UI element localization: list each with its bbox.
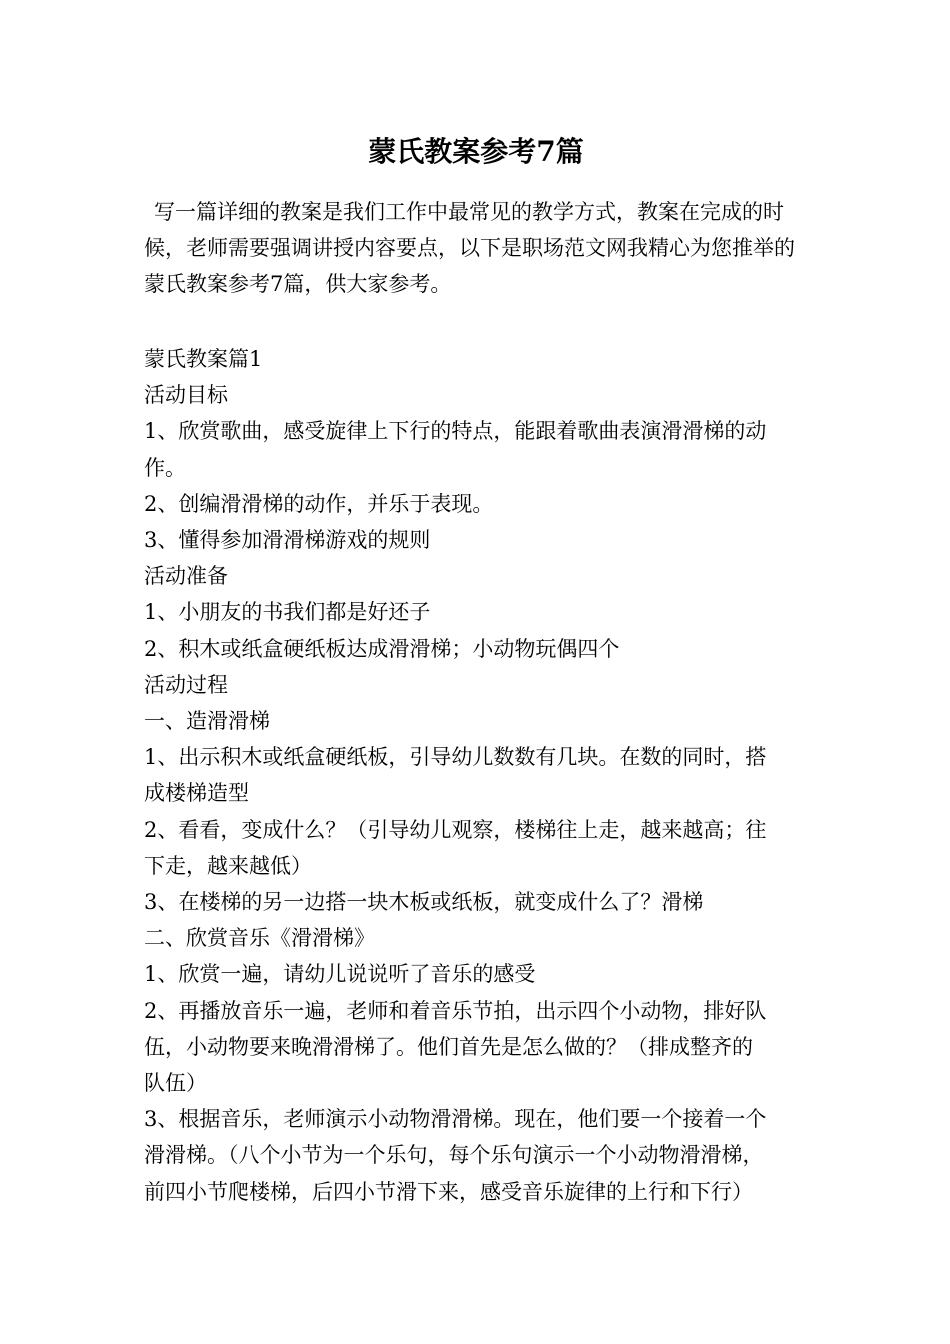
- body-line: 队伍）: [144, 1071, 207, 1096]
- subheading: 活动过程: [144, 672, 228, 697]
- body-line: 3、在楼梯的另一边搭一块木板或纸板，就变成什么了？滑梯: [144, 890, 704, 915]
- body-line: 2、积木或纸盒硬纸板达成滑滑梯；小动物玩偶四个: [144, 636, 620, 661]
- body-line: 2、看看，变成什么？（引导幼儿观察，楼梯往上走，越来越高；往: [144, 817, 767, 842]
- body-line: 1、小朋友的书我们都是好还子: [144, 600, 431, 625]
- section-heading: 蒙氏教案篇1: [144, 347, 263, 371]
- body-line: 3、根据音乐，老师演示小动物滑滑梯。现在，他们要一个接着一个: [144, 1107, 767, 1132]
- body-line: 成楼梯造型: [144, 781, 249, 806]
- body-line: 一、造滑滑梯: [144, 709, 270, 734]
- intro-line: 推举的蒙氏教案参考7篇，供大家参考。: [144, 236, 795, 296]
- body-line: 作。: [144, 455, 186, 480]
- body-line: 2、再播放音乐一遍，老师和着音乐节拍，出示四个小动物，排好队: [144, 998, 767, 1023]
- body-line: 1、欣赏歌曲，感受旋律上下行的特点，能跟着歌曲表演滑滑梯的动: [144, 419, 767, 444]
- body-line: 伍，小动物要来晚滑滑梯了。他们首先是怎么做的？（排成整齐的: [144, 1034, 753, 1059]
- subheading: 活动准备: [144, 564, 228, 589]
- body-line: 滑滑梯。（八个小节为一个乐句，每个乐句演示一个小动物滑滑梯，: [144, 1143, 764, 1168]
- body-line: 1、欣赏一遍，请幼儿说说听了音乐的感受: [144, 962, 536, 987]
- body-line: 前四小节爬楼梯，后四小节滑下来，感受音乐旋律的上行和下行）: [144, 1179, 753, 1204]
- body-line: 2、创编滑滑梯的动作，并乐于表现。: [144, 491, 494, 516]
- body-line: 下走，越来越低）: [144, 853, 312, 878]
- lesson-plan-body: [144, 341, 808, 1210]
- intro-line: 写一篇详细的教案是我们工作中最常见的教学方式，教案在完成的: [154, 200, 763, 224]
- intro-line: 时候，老师需要强调讲授内容要点，以下是职场范文网我精心为您: [144, 200, 784, 260]
- body-line: 1、出示积木或纸盒硬纸板，引导幼儿数数有几块。在数的同时，搭: [144, 745, 767, 770]
- body-line: 二、欣赏音乐《滑滑梯》: [144, 926, 375, 951]
- document-title: 蒙氏教案参考7篇: [368, 135, 584, 168]
- intro-paragraph: [144, 194, 808, 302]
- subheading: 活动目标: [144, 383, 228, 408]
- body-line: 3、懂得参加滑滑梯游戏的规则: [144, 528, 431, 553]
